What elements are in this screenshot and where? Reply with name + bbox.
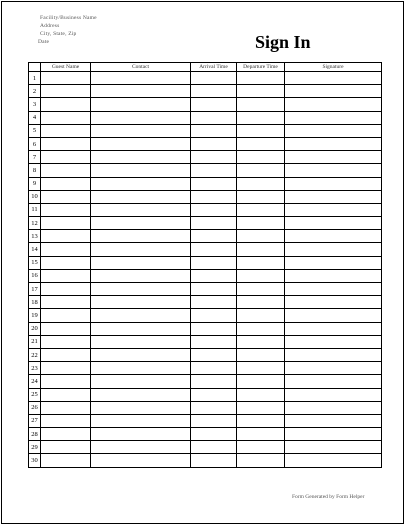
signature-cell[interactable] — [285, 98, 382, 111]
table-row — [29, 72, 382, 85]
signature-cell[interactable] — [285, 388, 382, 401]
contact-cell[interactable] — [91, 348, 191, 361]
table-row — [29, 230, 382, 243]
contact-cell[interactable] — [91, 375, 191, 388]
row-number: 4 — [29, 111, 41, 124]
guest-name-cell[interactable] — [41, 72, 91, 85]
page-title: Sign In — [255, 32, 311, 52]
table-row — [29, 164, 382, 177]
guest-name-cell[interactable] — [41, 151, 91, 164]
contact-cell[interactable] — [91, 428, 191, 441]
guest-name-cell[interactable] — [41, 98, 91, 111]
guest-name-cell[interactable] — [41, 124, 91, 137]
contact-cell[interactable] — [91, 269, 191, 282]
row-number: 9 — [29, 177, 41, 190]
table-row — [29, 441, 382, 454]
guest-name-cell[interactable] — [41, 85, 91, 98]
guest-name-cell[interactable] — [41, 454, 91, 467]
row-number: 7 — [29, 151, 41, 164]
departure-time-cell[interactable] — [237, 243, 285, 256]
arrival-time-cell[interactable] — [191, 454, 237, 467]
arrival-time-cell[interactable] — [191, 348, 237, 361]
row-number: 26 — [29, 401, 41, 414]
row-number: 13 — [29, 230, 41, 243]
row-number: 25 — [29, 388, 41, 401]
guest-name-cell[interactable] — [41, 190, 91, 203]
signature-cell[interactable] — [285, 401, 382, 414]
arrival-time-cell[interactable] — [191, 85, 237, 98]
signature-cell[interactable] — [285, 111, 382, 124]
table-header-row — [29, 63, 382, 72]
address-label: Address — [40, 23, 60, 29]
contact-header: Contact — [91, 63, 191, 72]
guest-name-cell[interactable] — [41, 348, 91, 361]
departure-time-cell[interactable] — [237, 322, 285, 335]
table-row — [29, 348, 382, 361]
departure-time-cell[interactable] — [237, 362, 285, 375]
contact-cell[interactable] — [91, 151, 191, 164]
signature-cell[interactable] — [285, 348, 382, 361]
row-number: 22 — [29, 348, 41, 361]
row-number: 24 — [29, 375, 41, 388]
signature-cell[interactable] — [285, 72, 382, 85]
table-row — [29, 296, 382, 309]
departure-time-cell[interactable] — [237, 296, 285, 309]
row-number-header — [29, 63, 41, 72]
guest-name-cell[interactable] — [41, 230, 91, 243]
table-row — [29, 190, 382, 203]
table-row — [29, 124, 382, 137]
arrival-time-cell[interactable] — [191, 362, 237, 375]
signature-cell[interactable] — [285, 164, 382, 177]
contact-cell[interactable] — [91, 164, 191, 177]
departure-time-cell[interactable] — [237, 98, 285, 111]
row-number: 14 — [29, 243, 41, 256]
table-body — [29, 72, 382, 468]
guest-name-cell[interactable] — [41, 414, 91, 427]
guest-name-cell[interactable] — [41, 256, 91, 269]
signature-header: Signature — [285, 63, 382, 72]
row-number: 10 — [29, 190, 41, 203]
departure-time-cell[interactable] — [237, 283, 285, 296]
departure-time-cell[interactable] — [237, 137, 285, 150]
contact-cell[interactable] — [91, 217, 191, 230]
signature-cell[interactable] — [285, 256, 382, 269]
departure-time-cell[interactable] — [237, 151, 285, 164]
footer-credit: Form Generated by Form Helper — [292, 494, 365, 500]
signature-cell[interactable] — [285, 151, 382, 164]
arrival-time-cell[interactable] — [191, 441, 237, 454]
contact-cell[interactable] — [91, 243, 191, 256]
arrival-time-cell[interactable] — [191, 269, 237, 282]
signature-cell[interactable] — [285, 362, 382, 375]
guest-name-cell[interactable] — [41, 203, 91, 216]
departure-time-cell[interactable] — [237, 348, 285, 361]
row-number: 15 — [29, 256, 41, 269]
arrival-time-cell[interactable] — [191, 428, 237, 441]
table-row — [29, 269, 382, 282]
arrival-time-cell[interactable] — [191, 256, 237, 269]
signature-cell[interactable] — [285, 177, 382, 190]
row-number: 17 — [29, 283, 41, 296]
arrival-time-cell[interactable] — [191, 375, 237, 388]
departure-time-cell[interactable] — [237, 309, 285, 322]
table-row — [29, 375, 382, 388]
departure-time-cell[interactable] — [237, 375, 285, 388]
departure-time-cell[interactable] — [237, 335, 285, 348]
departure-time-cell[interactable] — [237, 124, 285, 137]
row-number: 6 — [29, 137, 41, 150]
contact-cell[interactable] — [91, 362, 191, 375]
row-number: 12 — [29, 217, 41, 230]
guest-name-header: Guest Name — [41, 63, 91, 72]
arrival-time-cell[interactable] — [191, 137, 237, 150]
departure-time-cell[interactable] — [237, 85, 285, 98]
departure-time-cell[interactable] — [237, 401, 285, 414]
contact-cell[interactable] — [91, 256, 191, 269]
guest-name-cell[interactable] — [41, 322, 91, 335]
contact-cell[interactable] — [91, 124, 191, 137]
signature-cell[interactable] — [285, 375, 382, 388]
row-number: 16 — [29, 269, 41, 282]
departure-time-cell[interactable] — [237, 190, 285, 203]
guest-name-cell[interactable] — [41, 401, 91, 414]
contact-cell[interactable] — [91, 203, 191, 216]
row-number: 8 — [29, 164, 41, 177]
table-row — [29, 203, 382, 216]
guest-name-cell[interactable] — [41, 111, 91, 124]
arrival-time-cell[interactable] — [191, 203, 237, 216]
signature-cell[interactable] — [285, 190, 382, 203]
sign-in-table — [28, 62, 382, 468]
row-number: 29 — [29, 441, 41, 454]
contact-cell[interactable] — [91, 177, 191, 190]
table-row — [29, 454, 382, 467]
arrival-time-cell[interactable] — [191, 190, 237, 203]
departure-time-cell[interactable] — [237, 203, 285, 216]
contact-cell[interactable] — [91, 322, 191, 335]
contact-cell[interactable] — [91, 72, 191, 85]
row-number: 27 — [29, 414, 41, 427]
contact-cell[interactable] — [91, 111, 191, 124]
signature-cell[interactable] — [285, 137, 382, 150]
signature-cell[interactable] — [285, 454, 382, 467]
signature-cell[interactable] — [285, 335, 382, 348]
arrival-time-cell[interactable] — [191, 414, 237, 427]
contact-cell[interactable] — [91, 230, 191, 243]
row-number: 20 — [29, 322, 41, 335]
arrival-time-cell[interactable] — [191, 388, 237, 401]
row-number: 5 — [29, 124, 41, 137]
guest-name-cell[interactable] — [41, 428, 91, 441]
arrival-time-cell[interactable] — [191, 111, 237, 124]
arrival-time-cell[interactable] — [191, 335, 237, 348]
arrival-time-cell[interactable] — [191, 230, 237, 243]
row-number: 19 — [29, 309, 41, 322]
departure-time-cell[interactable] — [237, 72, 285, 85]
arrival-time-cell[interactable] — [191, 151, 237, 164]
table-row — [29, 98, 382, 111]
row-number: 2 — [29, 85, 41, 98]
arrival-time-cell[interactable] — [191, 401, 237, 414]
departure-time-cell[interactable] — [237, 428, 285, 441]
signature-cell[interactable] — [285, 428, 382, 441]
arrival-time-cell[interactable] — [191, 72, 237, 85]
contact-cell[interactable] — [91, 85, 191, 98]
guest-name-cell[interactable] — [41, 243, 91, 256]
arrival-time-cell[interactable] — [191, 296, 237, 309]
departure-time-cell[interactable] — [237, 217, 285, 230]
table-row — [29, 309, 382, 322]
contact-cell[interactable] — [91, 137, 191, 150]
table-row — [29, 362, 382, 375]
contact-cell[interactable] — [91, 388, 191, 401]
guest-name-cell[interactable] — [41, 269, 91, 282]
row-number: 21 — [29, 335, 41, 348]
contact-cell[interactable] — [91, 283, 191, 296]
signature-cell[interactable] — [285, 441, 382, 454]
table-row — [29, 111, 382, 124]
arrival-time-cell[interactable] — [191, 283, 237, 296]
signature-cell[interactable] — [285, 230, 382, 243]
arrival-time-cell[interactable] — [191, 98, 237, 111]
guest-name-cell[interactable] — [41, 217, 91, 230]
contact-cell[interactable] — [91, 335, 191, 348]
contact-cell[interactable] — [91, 190, 191, 203]
table-row — [29, 335, 382, 348]
guest-name-cell[interactable] — [41, 177, 91, 190]
guest-name-cell[interactable] — [41, 388, 91, 401]
departure-time-cell[interactable] — [237, 111, 285, 124]
arrival-time-cell[interactable] — [191, 124, 237, 137]
signature-cell[interactable] — [285, 414, 382, 427]
table-row — [29, 151, 382, 164]
departure-time-cell[interactable] — [237, 269, 285, 282]
arrival-time-cell[interactable] — [191, 164, 237, 177]
table-row — [29, 414, 382, 427]
contact-cell[interactable] — [91, 454, 191, 467]
contact-cell[interactable] — [91, 414, 191, 427]
contact-cell[interactable] — [91, 401, 191, 414]
departure-time-cell[interactable] — [237, 177, 285, 190]
row-number: 11 — [29, 203, 41, 216]
date-label: Date — [38, 39, 50, 45]
guest-name-cell[interactable] — [41, 441, 91, 454]
departure-time-cell[interactable] — [237, 164, 285, 177]
contact-cell[interactable] — [91, 296, 191, 309]
row-number: 3 — [29, 98, 41, 111]
contact-cell[interactable] — [91, 309, 191, 322]
table-row — [29, 388, 382, 401]
contact-cell[interactable] — [91, 441, 191, 454]
guest-name-cell[interactable] — [41, 137, 91, 150]
signature-cell[interactable] — [285, 296, 382, 309]
departure-time-cell[interactable] — [237, 388, 285, 401]
departure-time-header: Departure Time — [237, 63, 285, 72]
row-number: 1 — [29, 72, 41, 85]
signature-cell[interactable] — [285, 85, 382, 98]
signature-cell[interactable] — [285, 309, 382, 322]
arrival-time-cell[interactable] — [191, 217, 237, 230]
table-row — [29, 177, 382, 190]
city-state-zip-label: City, State, Zip — [40, 31, 77, 37]
business-name-label: Facility/Business Name — [40, 15, 97, 21]
signature-cell[interactable] — [285, 283, 382, 296]
signature-cell[interactable] — [285, 217, 382, 230]
table-row — [29, 243, 382, 256]
signature-cell[interactable] — [285, 124, 382, 137]
row-number: 18 — [29, 296, 41, 309]
row-number: 23 — [29, 362, 41, 375]
arrival-time-header: Arrival Time — [191, 63, 237, 72]
contact-cell[interactable] — [91, 98, 191, 111]
table-row — [29, 322, 382, 335]
signature-cell[interactable] — [285, 243, 382, 256]
departure-time-cell[interactable] — [237, 414, 285, 427]
row-number: 28 — [29, 428, 41, 441]
signature-cell[interactable] — [285, 322, 382, 335]
departure-time-cell[interactable] — [237, 230, 285, 243]
guest-name-cell[interactable] — [41, 362, 91, 375]
signature-cell[interactable] — [285, 269, 382, 282]
table-row — [29, 428, 382, 441]
arrival-time-cell[interactable] — [191, 309, 237, 322]
guest-name-cell[interactable] — [41, 164, 91, 177]
table-row — [29, 283, 382, 296]
departure-time-cell[interactable] — [237, 441, 285, 454]
table-row — [29, 85, 382, 98]
departure-time-cell[interactable] — [237, 454, 285, 467]
guest-name-cell[interactable] — [41, 296, 91, 309]
table-row — [29, 217, 382, 230]
table-row — [29, 256, 382, 269]
departure-time-cell[interactable] — [237, 256, 285, 269]
guest-name-cell[interactable] — [41, 375, 91, 388]
arrival-time-cell[interactable] — [191, 322, 237, 335]
row-number: 30 — [29, 454, 41, 467]
signature-cell[interactable] — [285, 203, 382, 216]
arrival-time-cell[interactable] — [191, 243, 237, 256]
guest-name-cell[interactable] — [41, 335, 91, 348]
table-row — [29, 401, 382, 414]
table-row — [29, 137, 382, 150]
arrival-time-cell[interactable] — [191, 177, 237, 190]
guest-name-cell[interactable] — [41, 283, 91, 296]
guest-name-cell[interactable] — [41, 309, 91, 322]
